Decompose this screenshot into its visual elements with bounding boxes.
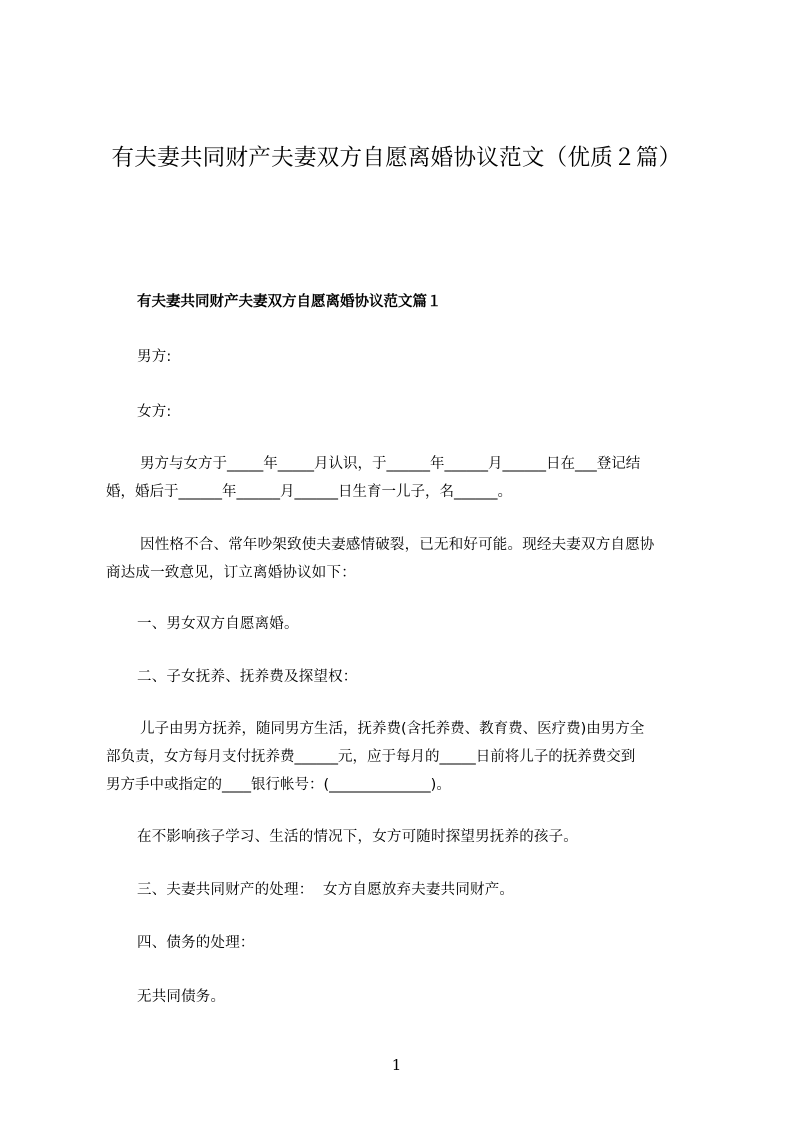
section-heading: 有夫妻共同财产夫妻双方自愿离婚协议范文篇１ bbox=[137, 294, 442, 310]
reason-paragraph-line2: 商达成一致意见，订立离婚协议如下： bbox=[106, 565, 356, 581]
wife-label: 女方: bbox=[137, 404, 172, 420]
clause-two: 二、子女抚养、抚养费及探望权： bbox=[137, 669, 358, 685]
no-debt-text: 无共同债务。 bbox=[137, 989, 226, 1005]
visitation-paragraph: 在不影响孩子学习、生活的情况下，女方可随时探望男抚养的孩子。 bbox=[137, 829, 578, 845]
clause-four: 四、债务的处理： bbox=[137, 935, 255, 951]
reason-paragraph-line1: 因性格不合、常年吵架致使夫妻感情破裂，已无和好可能。现经夫妻双方自愿协 bbox=[140, 537, 655, 553]
clause-one: 一、男女双方自愿离婚。 bbox=[137, 616, 299, 632]
meeting-paragraph-line2: 婚，婚后于______年______月______日生育一儿子，名______。 bbox=[106, 484, 512, 500]
support-paragraph-line1: 儿子由男方抚养，随同男方生活，抚养费(含托养费、教育费、医疗费)由男方全 bbox=[140, 721, 645, 737]
husband-label: 男方: bbox=[137, 349, 172, 365]
clause-three: 三、夫妻共同财产的处理： 女方自愿放弃夫妻共同财产。 bbox=[137, 882, 515, 898]
meeting-paragraph-line1: 男方与女方于_____年_____月认识，于______年______月______日在___登记结 bbox=[140, 456, 641, 472]
page-number: 1 bbox=[391, 1056, 402, 1074]
support-paragraph-line2: 部负责，女方每月支付抚养费______元，应于每月的_____日前将儿子的抚养费交到 bbox=[106, 749, 636, 765]
support-paragraph-line3: 男方手中或指定的____银行帐号：(______________)。 bbox=[106, 777, 451, 793]
document-title: 有夫妻共同财产夫妻双方自愿离婚协议范文（优质２篇） bbox=[111, 145, 682, 171]
